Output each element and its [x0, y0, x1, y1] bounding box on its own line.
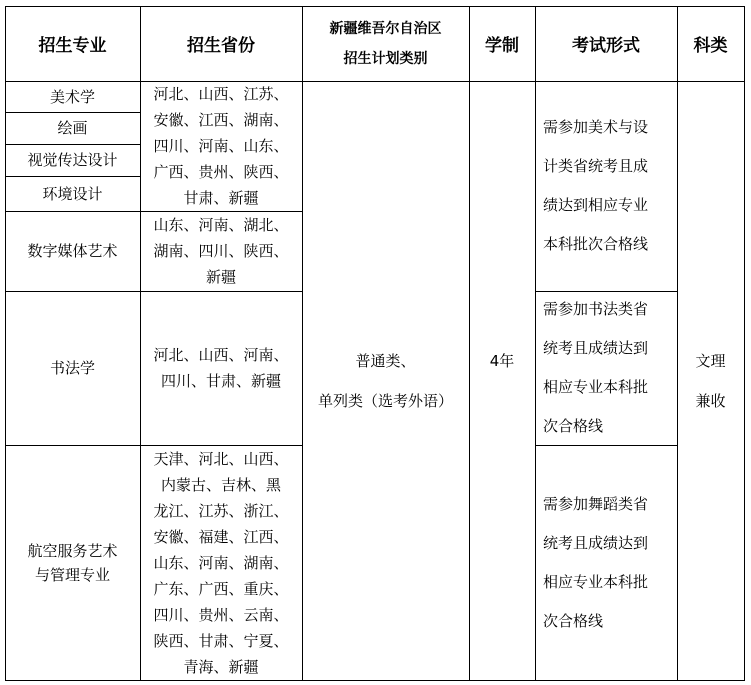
text-line: 安徽、福建、江西、	[153, 527, 289, 546]
text-line: 需参加舞蹈类省	[543, 494, 649, 513]
table-border-bottom	[5, 680, 745, 681]
xinjiang-category-line1: 普通类、	[355, 351, 416, 370]
text-line: 新疆	[205, 268, 236, 286]
exam-calligraphy	[535, 291, 677, 445]
major-calligraphy: 书法学	[49, 359, 95, 377]
provinces-calligraphy	[140, 291, 302, 445]
major-aviation-line1: 航空服务艺术	[27, 541, 118, 560]
text-line: 内蒙古、吉林、黑	[160, 475, 281, 494]
text-line: 安徽、江西、湖南、	[153, 111, 289, 129]
major-aviation	[5, 445, 140, 680]
header-xinjiang-line1: 新疆维吾尔自治区	[329, 20, 442, 37]
text-line: 天津、河北、山西、	[153, 449, 289, 468]
text-line: 统考且成绩达到	[543, 533, 649, 552]
text-line: 龙江、江苏、浙江、	[153, 501, 289, 520]
text-line: 计类省统考且成	[543, 157, 649, 175]
exam-dance	[535, 445, 677, 680]
header-provinces: 招生省份	[187, 36, 255, 56]
text-line: 河北、山西、河南、	[153, 346, 289, 364]
major-art-studies: 美术学	[49, 87, 95, 106]
exam-art	[535, 81, 677, 291]
major-visual-design: 视觉传达设计	[27, 151, 118, 169]
text-line: 统考且成绩达到	[543, 339, 649, 357]
major-painting: 绘画	[57, 119, 88, 137]
text-line: 四川、甘肃、新疆	[160, 372, 281, 390]
subject-line2: 兼收	[695, 391, 726, 410]
header-subject: 科类	[693, 36, 728, 56]
text-line: 四川、河南、山东、	[153, 137, 289, 155]
text-line: 次合格线	[543, 611, 604, 630]
text-line: 广东、广西、重庆、	[153, 579, 289, 598]
header-duration: 学制	[485, 36, 519, 56]
provinces-art-group	[140, 81, 302, 211]
major-digital-media: 数字媒体艺术	[27, 242, 118, 260]
subject-value	[677, 81, 744, 680]
text-line: 次合格线	[543, 417, 604, 435]
header-xinjiang-line2: 招生计划类别	[343, 50, 428, 67]
text-line: 本科批次合格线	[543, 235, 649, 253]
text-line: 山东、河南、湖北、	[153, 216, 289, 234]
provinces-aviation	[140, 445, 302, 680]
text-line: 相应专业本科批	[543, 572, 649, 591]
text-line: 广西、贵州、陕西、	[153, 163, 289, 181]
header-major: 招生专业	[38, 36, 107, 56]
table-border-right	[744, 6, 745, 681]
text-line: 青海、新疆	[183, 657, 259, 676]
xinjiang-category-line2: 单列类（选考外语）	[317, 391, 453, 410]
header-xinjiang-category	[302, 6, 469, 81]
major-environment-design: 环境设计	[42, 184, 103, 203]
text-line: 需参加美术与设	[543, 118, 649, 136]
provinces-digital-media	[140, 211, 302, 291]
text-line: 相应专业本科批	[543, 378, 649, 396]
text-line: 需参加书法类省	[543, 300, 649, 318]
text-line: 陕西、甘肃、宁夏、	[153, 631, 289, 650]
subject-line1: 文理	[695, 351, 726, 370]
text-line: 河北、山西、江苏、	[153, 85, 289, 103]
text-line: 绩达到相应专业	[543, 196, 649, 214]
text-line: 甘肃、新疆	[183, 189, 259, 207]
duration-value: 4年	[489, 352, 515, 370]
header-exam: 考试形式	[572, 36, 640, 56]
xinjiang-category	[302, 81, 469, 680]
text-line: 山东、河南、湖南、	[153, 553, 289, 572]
major-aviation-line2: 与管理专业	[34, 565, 110, 584]
text-line: 四川、贵州、云南、	[153, 605, 289, 624]
text-line: 湖南、四川、陕西、	[153, 242, 289, 260]
